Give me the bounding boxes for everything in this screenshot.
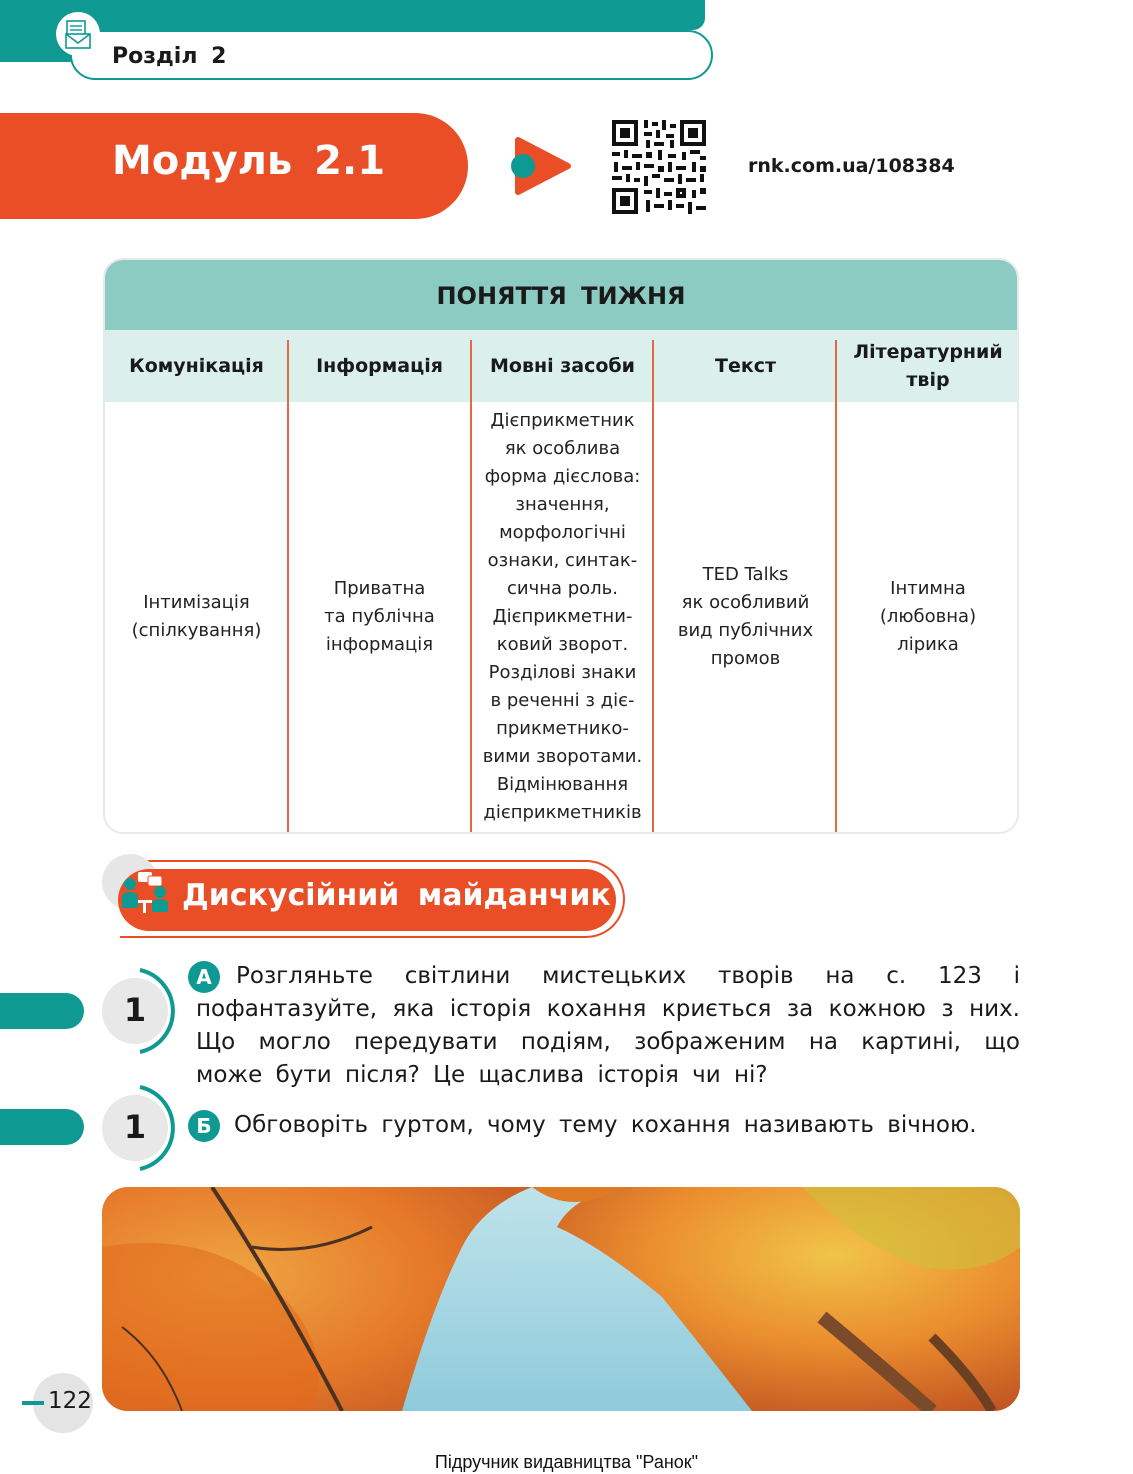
task-text: Розгляньте світлини мистецьких творів на с. 123 і пофантазуйте, яка історія кохання криється за кожною з них. Що могло передувати подіям, зображеним на картині, що може бути після? Це щаслива історія чи ні? bbox=[196, 963, 1020, 1088]
qr-code[interactable] bbox=[610, 118, 708, 220]
table-cell: Інтимна (любовна) лірика bbox=[879, 578, 977, 655]
table-cell: Дієприкметник як особлива форма дієслова: значення, морфологічні ознаки, синтак- сична роль. Дієприкметни- ковий зворот. Розділові знаки в реченні з діє- прикметнико- вими зворотами. Відмінювання дієприкметників bbox=[482, 410, 643, 823]
task-number: 1 bbox=[123, 991, 147, 1029]
table-column-row bbox=[105, 330, 1017, 402]
task-bar bbox=[0, 1109, 84, 1145]
document-icon bbox=[56, 12, 100, 56]
table-cell: TED Talks як особливий вид публічних промов bbox=[677, 564, 814, 669]
task-bar bbox=[0, 993, 84, 1029]
publisher-footer: Підручник видавництва "Ранок" bbox=[434, 1452, 699, 1472]
page-number-dash bbox=[22, 1401, 44, 1405]
section-label: Розділ 2 bbox=[112, 44, 227, 69]
task-text: Обговоріть гуртом, чому тему кохання називають вічною. bbox=[234, 1112, 977, 1138]
module-title: Модуль 2.1 bbox=[112, 138, 386, 184]
autumn-trees-photo bbox=[102, 1187, 1020, 1411]
qr-url[interactable]: rnk.com.ua/108384 bbox=[748, 155, 955, 177]
column-header: Мовні засоби bbox=[490, 355, 635, 377]
discussion-people-icon bbox=[118, 868, 174, 922]
table-title: ПОНЯТТЯ ТИЖНЯ bbox=[436, 282, 686, 310]
task-badge: А bbox=[188, 961, 220, 993]
table-cell: Приватна та публічна інформація bbox=[324, 578, 435, 655]
column-header: Комунікація bbox=[129, 355, 264, 377]
task-badge: Б bbox=[188, 1110, 220, 1142]
top-bar bbox=[0, 0, 705, 30]
play-icon[interactable] bbox=[508, 136, 572, 200]
column-header: Текст bbox=[714, 355, 777, 377]
column-header: Інформація bbox=[316, 355, 443, 377]
table-cell: Інтимізація (спілкування) bbox=[131, 592, 262, 641]
page-number: 122 bbox=[48, 1388, 92, 1414]
task-number: 1 bbox=[123, 1108, 147, 1146]
column-header: Літературний твір bbox=[853, 341, 1003, 391]
concepts-table bbox=[103, 258, 1019, 834]
discussion-title: Дискусійний майданчик bbox=[182, 878, 611, 913]
